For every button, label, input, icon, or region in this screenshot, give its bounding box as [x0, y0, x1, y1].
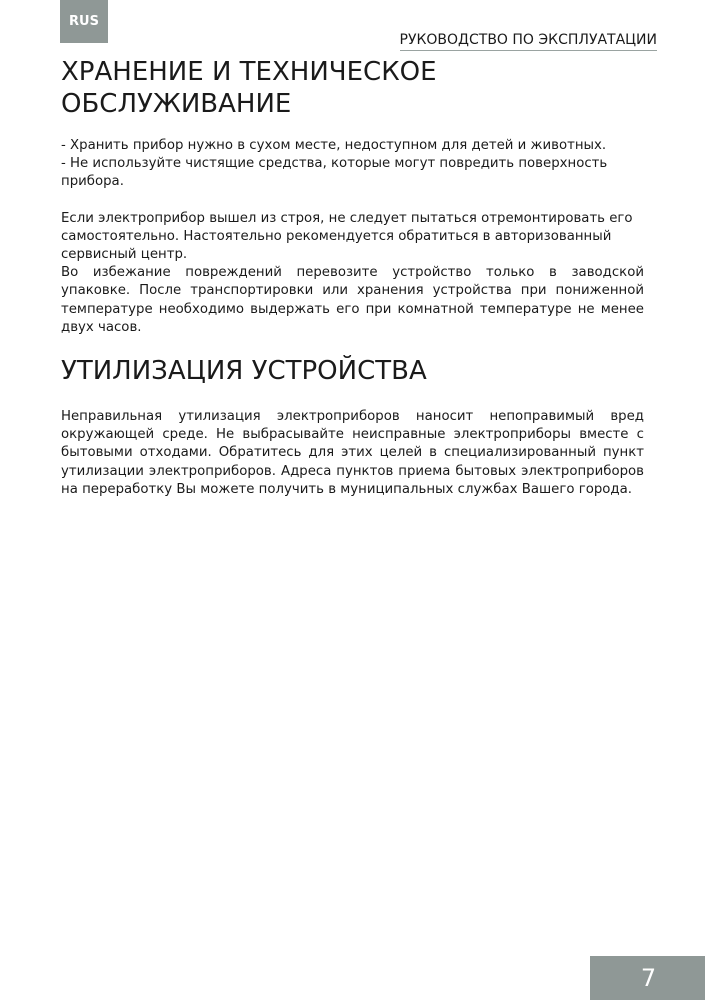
storage-paragraph-transport: Во избежание повреждений перевозите устройство только в заводской упаковке. После транспортировки или хранения устройства при пониженной температуре необходимо выдержать его при комнатной температуре не менее двух часов. — [61, 265, 644, 335]
language-badge-label: RUS — [69, 14, 99, 29]
storage-paragraph-cleaning: - Не используйте чистящие средства, которые могут повредить поверхность прибора. — [61, 156, 608, 190]
section-title-disposal: УТИЛИЗАЦИЯ УСТРОЙСТВА — [61, 356, 427, 387]
language-badge — [60, 0, 108, 43]
disposal-paragraph: Неправильная утилизация электроприборов наносит непоправимый вред окружающей среде. Не выбрасывайте неисправные электроприборы вместе с бытовыми отходами. Обратитесь для этих целей в специализированный пункт утилизации электроприборов. Адреса пунктов приема бытовых электроприборов на переработку Вы можете получить в муниципальных службах Вашего города. — [61, 409, 644, 497]
manual-title: РУКОВОДСТВО ПО ЭКСПЛУАТАЦИИ — [399, 32, 657, 48]
storage-paragraph-repair: Если электроприбор вышел из строя, не следует пытаться отремонтировать его самостоятельно. Настоятельно рекомендуется обратиться в авторизованный сервисный центр. — [61, 210, 633, 263]
section-title-storage: ХРАНЕНИЕ И ТЕХНИЧЕСКОЕ ОБСЛУЖИВАНИЕ — [61, 57, 437, 119]
page-content — [61, 56, 644, 499]
page-number: 7 — [640, 964, 657, 992]
page-number-box — [590, 956, 705, 1000]
storage-paragraph-dry-place: - Хранить прибор нужно в сухом месте, недоступном для детей и животных. — [61, 138, 607, 153]
header-divider — [400, 50, 657, 51]
